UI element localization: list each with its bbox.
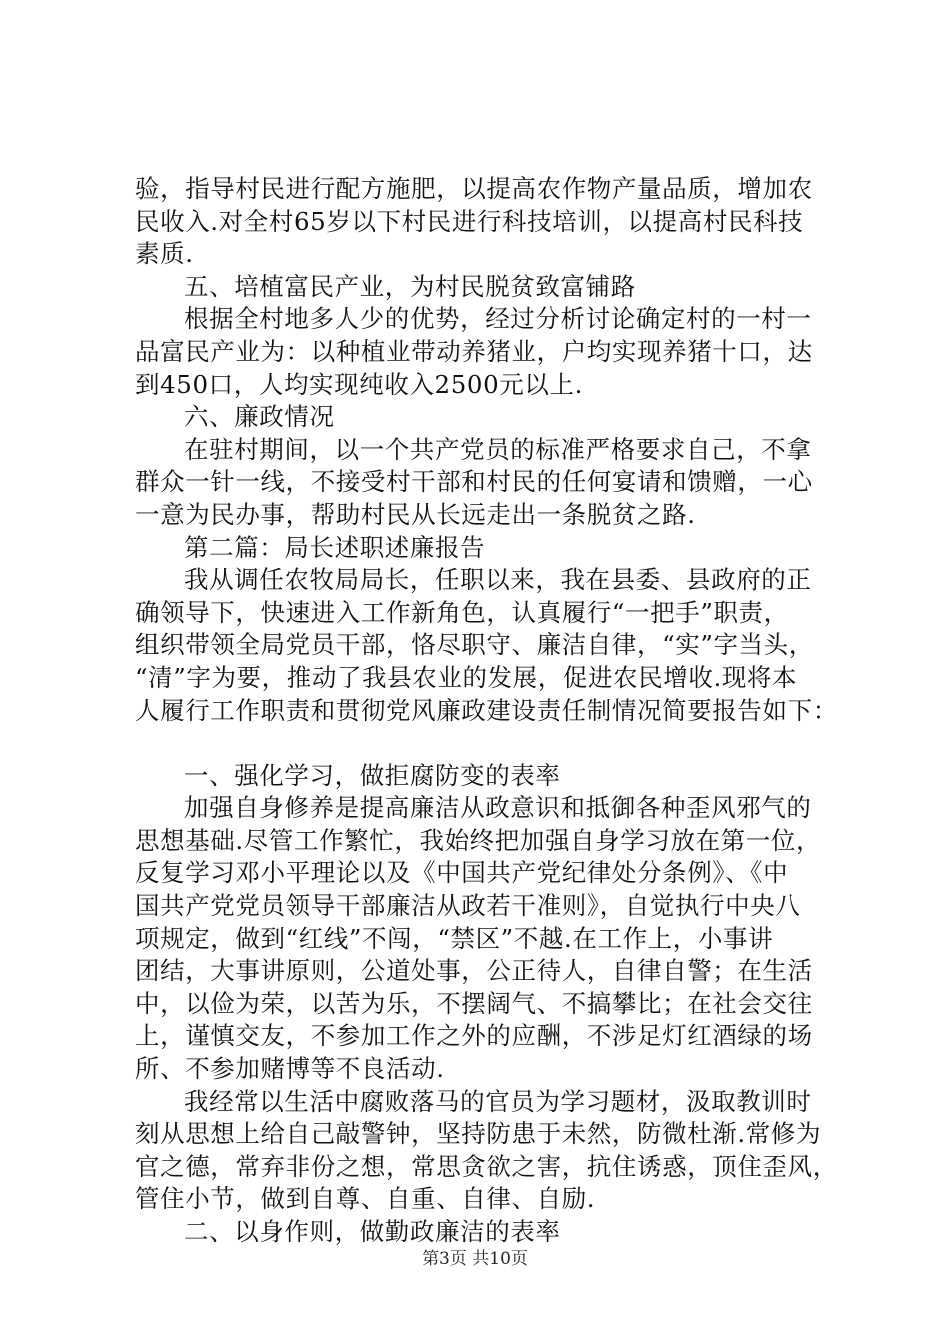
text-line: 群众一针一线，不接受村干部和村民的任何宴请和馈赠，一心 (135, 467, 813, 497)
text-line: 第二篇：局长述职述廉报告 (184, 532, 486, 562)
text-line: 团结，大事讲原则，公道处事，公正待人，自律自警；在生活 (135, 956, 813, 986)
text-line: 项规定，做到“红线”不闯，“禁区”不越.在工作上，小事讲 (135, 923, 774, 953)
text-line: 一意为民办事，帮助村民从长远走出一条脱贫之路. (135, 499, 696, 529)
text-line: 民收入.对全村65岁以下村民进行科技培训，以提高村民科技 (135, 206, 804, 236)
text-line: 加强自身修养是提高廉洁从政意识和抵御各种歪风邪气的 (184, 793, 812, 823)
text-line: 反复学习邓小平理论以及《中国共产党纪律处分条例》、《中 (135, 858, 789, 888)
blank-line (135, 727, 835, 760)
text-line: 六、廉政情况 (184, 402, 335, 432)
text-line: 二、以身作则，做勤政廉洁的表率 (184, 1217, 561, 1246)
text-line: 官之德，常弃非份之想，常思贪欲之害，抗住诱惑，顶住歪风， (135, 1151, 838, 1181)
text-line: 人履行工作职责和贯彻党风廉政建设责任制情况简要报告如下： (135, 695, 838, 725)
text-line: 刻从思想上给自己敲警钟，坚持防患于未然，防微杜渐.常修为 (135, 1119, 822, 1149)
text-line: 管住小节，做到自尊、自重、自律、自励. (135, 1184, 596, 1214)
text-line: 我从调任农牧局局长，任职以来，我在县委、县政府的正 (184, 565, 812, 595)
text-line: 国共产党党员领导干部廉洁从政若干准则》，自觉执行中央八 (135, 891, 801, 921)
text-line: 一、强化学习，做拒腐防变的表率 (184, 760, 561, 790)
text-line: 五、培植富民产业，为村民脱贫致富铺路 (184, 271, 636, 301)
text-line: 品富民产业为：以种植业带动养猪业，户均实现养猪十口，达 (135, 336, 813, 366)
text-line: 确领导下，快速进入工作新角色，认真履行“一把手”职责， (135, 597, 789, 627)
text-line: 根据全村地多人少的优势，经过分析讨论确定村的一村一 (184, 304, 812, 334)
text-line: 中，以俭为荣，以苦为乐，不摆阔气、不搞攀比；在社会交往 (135, 988, 813, 1018)
text-line: 思想基础.尽管工作繁忙，我始终把加强自身学习放在第一位， (135, 825, 822, 855)
text-line: 所、不参加赌博等不良活动. (135, 1054, 445, 1084)
text-line: 素质. (135, 239, 194, 269)
text-line: 在驻村期间，以一个共产党员的标准严格要求自己，不拿 (184, 434, 812, 464)
text-line: 到450口，人均实现纯收入2500元以上. (135, 369, 583, 399)
text-line: 上，谨慎交友，不参加工作之外的应酬，不涉足灯红酒绿的场 (135, 1021, 813, 1051)
page-footer: 第3页 共10页 (422, 1249, 528, 1269)
text-line: 组织带领全局党员干部，恪尽职守、廉洁自律，“实”字当头， (135, 630, 814, 660)
text-line: “清”字为要，推动了我县农业的发展，促进农民增收.现将本 (135, 662, 798, 692)
text-line: 验，指导村民进行配方施肥，以提高农作物产量品质，增加农 (135, 174, 813, 203)
text-line: 我经常以生活中腐败落马的官员为学习题材，汲取教训时 (184, 1086, 812, 1116)
document-body (135, 173, 838, 1249)
